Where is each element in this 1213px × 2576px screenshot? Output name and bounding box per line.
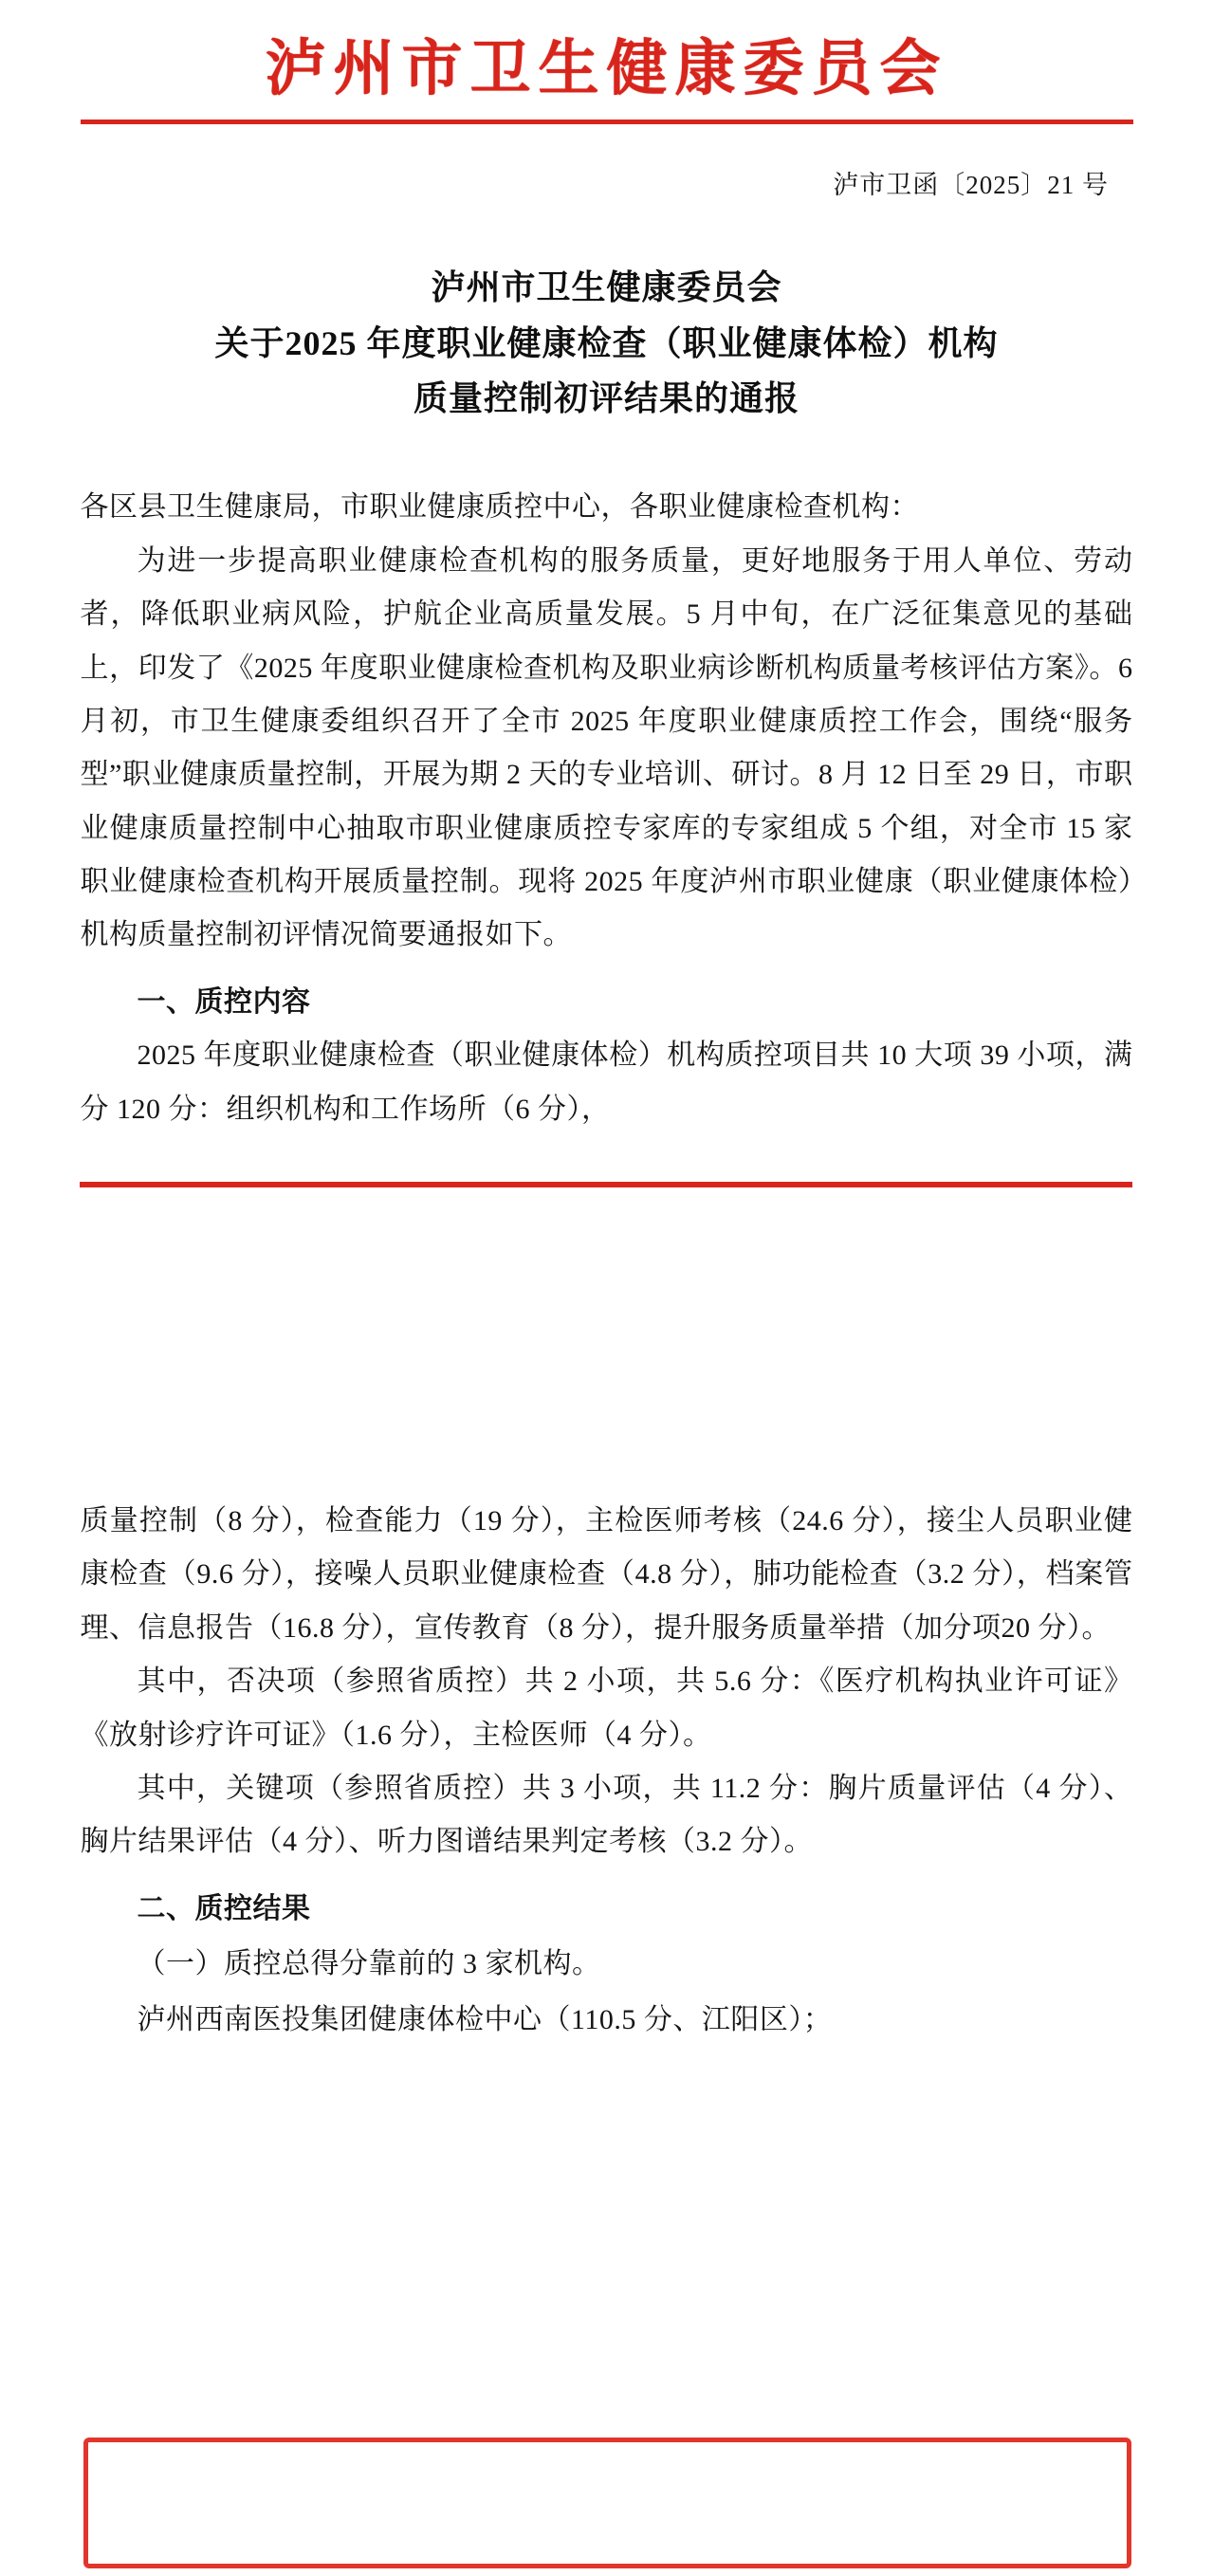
addressee-line: 各区县卫生健康局，市职业健康质控中心，各职业健康检查机构：	[80, 491, 919, 524]
section-heading-quality-control-content: 一、质控内容	[137, 985, 311, 1018]
document-body-page-1	[81, 481, 1133, 1136]
section-heading-quality-control-results: 二、质控结果	[137, 1892, 311, 1924]
document-body-page-2	[81, 1495, 1133, 2047]
heading-line-2: 关于2025 年度职业健康检查（职业健康体检）机构	[214, 323, 999, 362]
paragraph-key-items: 其中，关键项（参照省质控）共 3 小项，共 11.2 分：胸片质量评估（4 分）、胸片结果评估（4 分）、听力图谱结果判定考核（3.2 分）。	[80, 1772, 1133, 1858]
heading-line-1: 泸州市卫生健康委员会	[431, 268, 782, 307]
issuing-organization-title: 泸州市卫生健康委员会	[265, 35, 948, 102]
highlight-annotation-box	[83, 2438, 1131, 2568]
document-number: 泸市卫函〔2025〕21 号	[833, 171, 1109, 200]
paragraph-veto-items: 其中，否决项（参照省质控）共 2 小项，共 5.6 分：《医疗机构执业许可证》《放射诊疗许可证》（1.6 分），主检医师（4 分）。	[80, 1665, 1133, 1751]
paragraph-qc-items: 2025 年度职业健康检查（职业健康体检）机构质控项目共 10 大项 39 小项，满分 120 分：组织机构和工作场所（6 分），	[80, 1040, 1133, 1125]
paragraph-institution-entry-1: 泸州西南医投集团健康体检中心（110.5 分、江阳区）；	[137, 2003, 833, 2035]
document-header	[0, 0, 1213, 124]
document-main-heading	[0, 260, 1213, 426]
paragraph-top-three-institutions: （一）质控总得分靠前的 3 家机构。	[137, 1948, 601, 1980]
page-break-red-rule	[80, 1182, 1132, 1187]
page-separator	[0, 1182, 1213, 1495]
paragraph-qc-items-continued: 质量控制（8 分），检查能力（19 分），主检医师考核（24.6 分），接尘人员职业健康检查（9.6 分），接噪人员职业健康检查（4.8 分），肺功能检查（3.2 分），档案管理、信息报告（16.8 分），宣传教育（8 分），提升服务质量举措（加分项20 分）。	[80, 1505, 1133, 1644]
paragraph-background: 为进一步提高职业健康检查机构的服务质量，更好地服务于用人单位、劳动者，降低职业病风险，护航企业高质量发展。5 月中旬，在广泛征集意见的基础上，印发了《2025 年度职业健康检查机构及职业病诊断机构质量考核评估方案》。6 月初，市卫生健康委组织召开了全市 2025 年度职业健康质控工作会，围绕“服务型”职业健康质量控制，开展为期 2 天的专业培训、研讨。8 月 12 日至 29 日，市职业健康质量控制中心抽取市职业健康质控专家库的专家组成 5 个组，对全市 15 家职业健康检查机构开展质量控制。现将 2025 年度泸州市职业健康（职业健康体检）机构质量控制初评情况简要通报如下。	[80, 544, 1133, 951]
heading-line-3: 质量控制初评结果的通报	[413, 379, 799, 418]
header-red-rule	[81, 120, 1133, 124]
